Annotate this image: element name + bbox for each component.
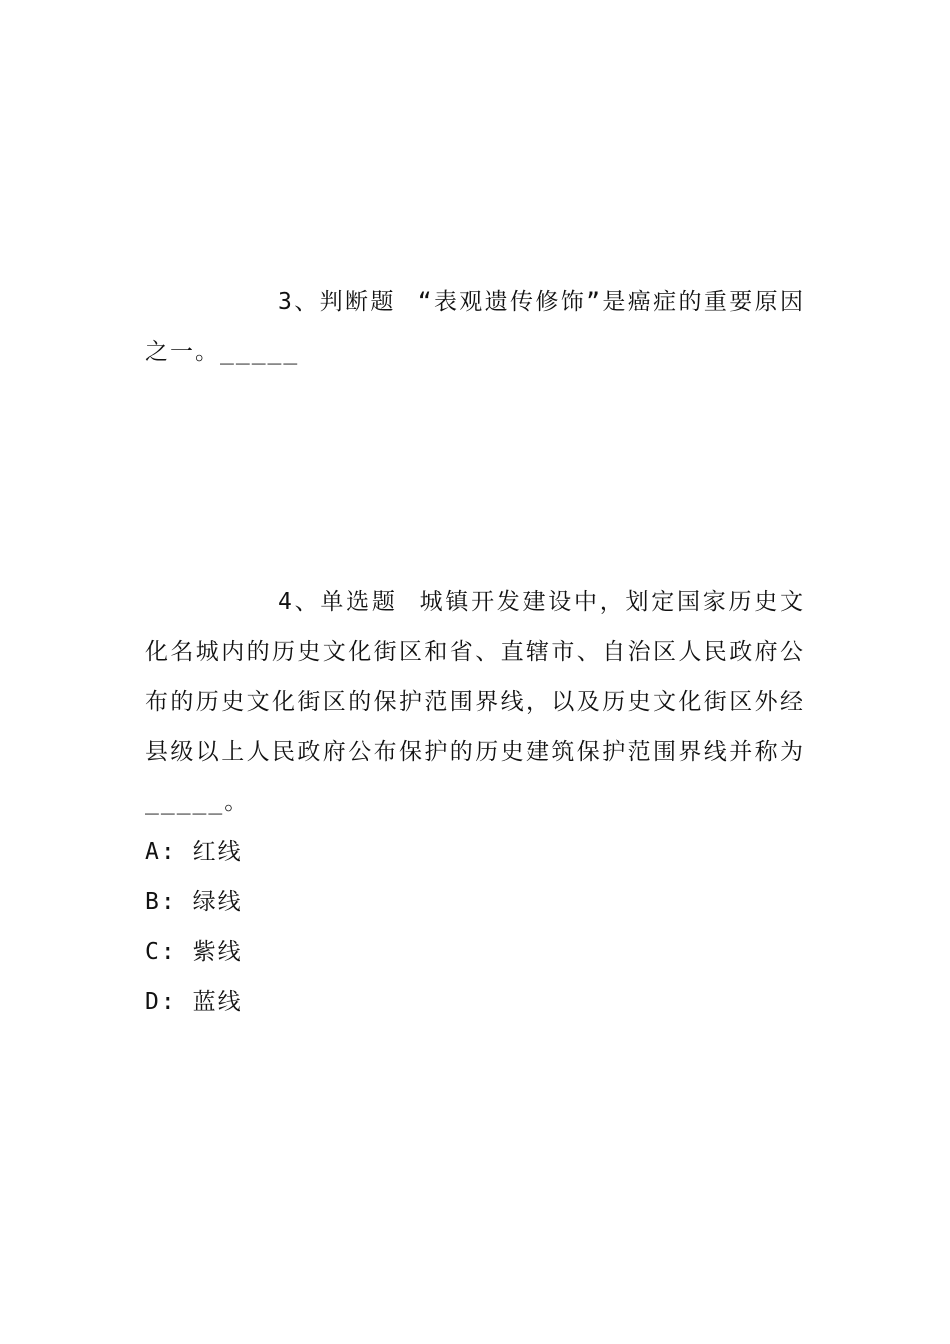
option-c xyxy=(145,927,805,977)
option-letter: B xyxy=(145,889,161,915)
question-stem xyxy=(145,277,805,377)
option-text: 蓝线 xyxy=(192,989,243,1015)
option-separator: : xyxy=(160,939,193,965)
question-number: 4、 xyxy=(278,589,321,615)
question-number: 3、 xyxy=(278,289,320,315)
option-text: 红线 xyxy=(192,839,243,865)
question-text: 城镇开发建设中，划定国家历史文化名城内的历史文化街区和省、直辖市、自治区人民政府公布的历史文化街区的保护范围界线，以及历史文化街区外经县级以上人民政府公布保护的历史建筑保护范围界线并称为_____。 xyxy=(145,589,805,815)
option-text: 绿线 xyxy=(192,889,243,915)
question-3 xyxy=(145,277,805,377)
option-d xyxy=(145,977,805,1027)
question-stem xyxy=(145,577,805,827)
option-b xyxy=(145,877,805,927)
option-letter: A xyxy=(145,839,161,865)
question-type: 单选题 xyxy=(320,589,398,615)
option-letter: D xyxy=(145,989,161,1015)
option-separator: : xyxy=(160,839,193,865)
option-a xyxy=(145,827,805,877)
option-text: 紫线 xyxy=(192,939,243,965)
question-text: “表观遗传修饰”是癌症的重要原因之一。_____ xyxy=(145,289,805,365)
option-separator: : xyxy=(160,889,193,915)
question-4 xyxy=(145,577,805,1027)
question-type: 判断题 xyxy=(319,289,396,315)
option-separator: : xyxy=(160,989,193,1015)
option-list xyxy=(145,827,805,1027)
option-letter: C xyxy=(145,939,161,965)
